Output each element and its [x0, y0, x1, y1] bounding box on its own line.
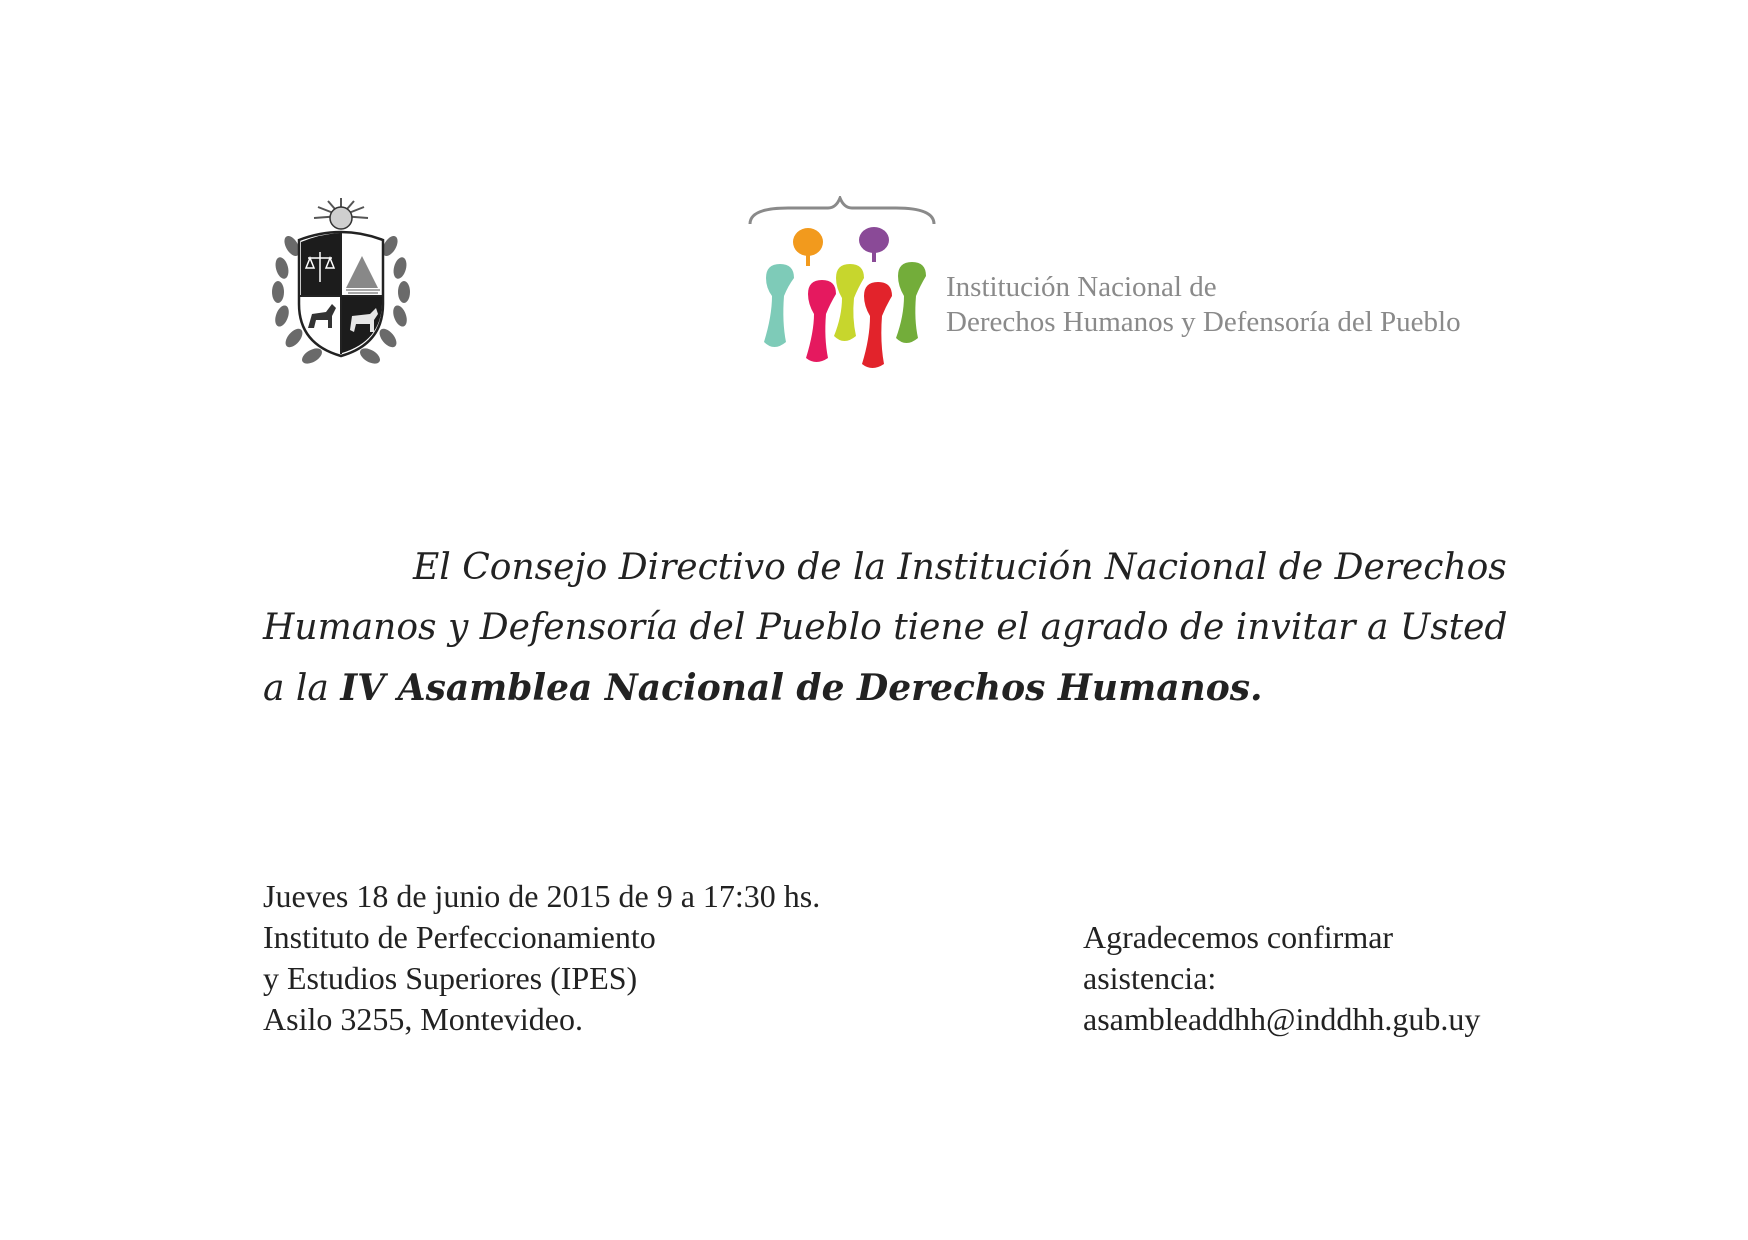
invitation-line-3-prefix: a la: [263, 668, 341, 709]
inddhh-logo-mark: [748, 196, 936, 374]
invitation-line-2: Humanos y Defensoría del Pueblo tiene el agrado de invitar a Usted: [263, 607, 1508, 648]
event-details: [263, 876, 820, 1040]
inddhh-wordmark: [946, 270, 1461, 340]
rsvp-line2: asistencia:: [1083, 960, 1217, 996]
event-venue-line1: Instituto de Perfeccionamiento: [263, 919, 656, 955]
invitation-line-1: El Consejo Directivo de la Institución Nacional de Derechos: [413, 547, 1507, 588]
event-venue-line2: y Estudios Superiores (IPES): [263, 960, 638, 996]
event-date-time: Jueves 18 de junio de 2015 de 9 a 17:30 hs.: [263, 878, 821, 914]
rsvp-email[interactable]: asambleaddhh@inddhh.gub.uy: [1083, 1001, 1481, 1037]
invitation-text: [263, 538, 1508, 719]
invitation-line-3: [263, 658, 1493, 719]
coat-of-arms-logo: [262, 196, 420, 376]
event-name: IV Asamblea Nacional de Derechos Humanos.: [340, 667, 1263, 709]
inddhh-wordmark-line2: Derechos Humanos y Defensoría del Pueblo: [946, 306, 1461, 338]
rsvp-line1: Agradecemos confirmar: [1083, 919, 1394, 955]
rsvp-block: [1083, 917, 1480, 1040]
inddhh-wordmark-line1: Institución Nacional de: [946, 271, 1217, 303]
event-address: Asilo 3255, Montevideo.: [263, 1001, 583, 1037]
